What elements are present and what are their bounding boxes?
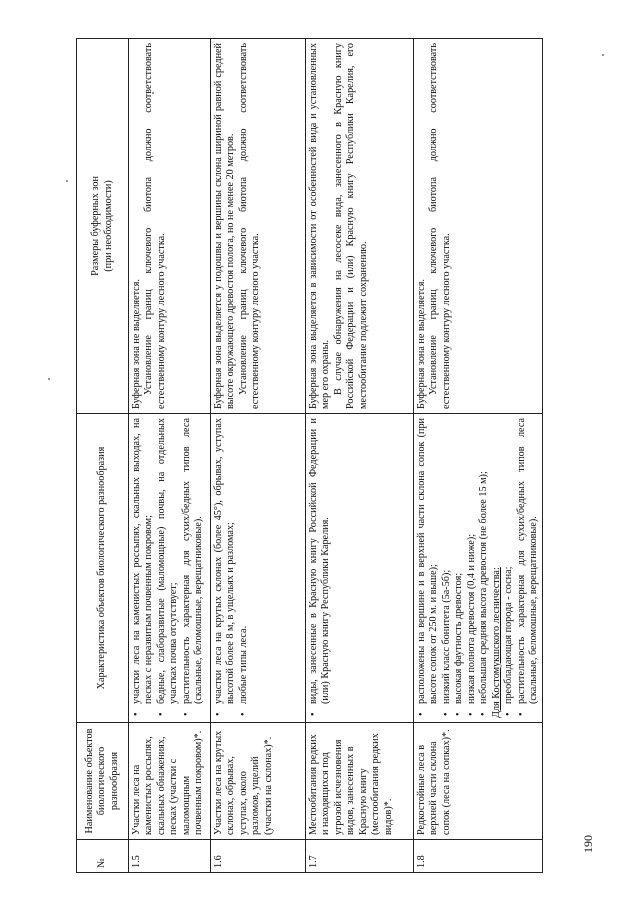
row-num: 1.5 [129, 840, 211, 873]
page-number: 190 [581, 835, 595, 853]
list-item: • преобладающая порода - сосна; [503, 418, 515, 706]
header-buffer-line1: Размеры буферных зон [90, 176, 102, 276]
list-item: • растительность характерная для сухих/бедных типов леса (скальные, беломошные, верещатниковые). [516, 418, 541, 706]
table-header-row [77, 39, 129, 873]
list-item: • участки леса на каменистых россыпях, скальных выходах, на песках с неразвитым почвенным покровом; [131, 418, 156, 706]
row-characteristics [306, 414, 414, 723]
list-item: • высокая фаутность древостоя; [453, 418, 465, 706]
list-item: • бедные, слаборазвитые (маломощные) почвы, на отдельных участках почва отсутствует; [156, 418, 181, 706]
row-buffer [414, 39, 543, 414]
table-row [306, 39, 414, 873]
row-buffer [129, 39, 211, 414]
buffer-text: Буферная зона не выделяется. [131, 279, 142, 409]
list-item: • виды, занесенные в Красную книгу Российской Федерации и (или) Красную книгу Республики Карелия. [308, 418, 333, 706]
header-characteristics: Характеристика объектов биологического разнообразия [77, 414, 129, 723]
list-item: • расположены на вершине и в верхней части склона сопок (при высоте сопок от 250 м. и выше); [416, 418, 441, 706]
row-buffer [211, 39, 306, 414]
header-buffer-zones [77, 39, 129, 414]
row-num: 1.6 [211, 840, 306, 873]
scan-speck [66, 180, 68, 182]
row-buffer [306, 39, 414, 414]
header-buffer-line2: (при необходимости) [102, 180, 114, 272]
buffer-text: Буферная зона не выделяется. [416, 279, 427, 409]
row-characteristics [129, 414, 211, 723]
list-item: • низкая полнота древостоя (0,4 и ниже); [466, 418, 478, 706]
list-item: • участки леса на крутых склонах (более 45°), обрывах, уступах высотой более 8 м, в ущельях и разломах; [213, 418, 238, 706]
list-item: • небольшая средняя высота древостоя (не более 15 м); [478, 418, 490, 706]
forestry-subheading: Для Костомукшского лесничества: [490, 567, 502, 718]
table-row [129, 39, 211, 873]
row-characteristics [211, 414, 306, 723]
row-num: 1.7 [306, 840, 414, 873]
row-num: 1.8 [414, 840, 543, 873]
header-num: № [77, 840, 129, 873]
rotated-page [76, 38, 541, 873]
row-name: Местообитания редких и находящихся под угрозой исчезновения видов, занесенных в Красную книгу (местообитания редких видов)*. [306, 723, 414, 840]
buffer-text: Установление границ ключевого биотопа должно соответствовать естественному контуру лесного участка. [237, 43, 262, 409]
row-name: Участки леса на каменистых россыпях, скальных обнажениях, песках (участки с маломощным почвенным покровом)*. [129, 723, 211, 840]
row-characteristics [414, 414, 543, 723]
buffer-text: Буферная зона выделяется в зависимости от особенностей вида и установленных мер его охраны. [308, 43, 332, 409]
list-item: • растительность характерная для сухих/бедных типов леса (скальные, беломошные, верещатниковые). [181, 418, 206, 706]
scan-speck [602, 54, 604, 56]
table-row [211, 39, 306, 873]
buffer-text: В случае обнаружения на лесосеке вида, занесенного в Красную книгу Российской Федерации и (или) Красную книгу Республики Карелия, его местообитание подлежит сохранению. [332, 43, 369, 409]
buffer-text: Буферная зона выделяется у подошвы и вершины склона шириной равной средней высоте окружающего древостоя полога, но не менее 20 метров. [213, 43, 237, 409]
table-row [414, 39, 543, 873]
buffer-text: Установление границ ключевого биотопа должно соответствовать естественному контуру лесного участка. [428, 43, 452, 409]
list-item: • низкий класс бонитета (5а-5б); [441, 418, 453, 706]
scan-speck [48, 378, 50, 380]
list-item: • любые типы леса. [238, 418, 250, 706]
row-name: Редкостойные леса в верхней части склона сопок (леса на сопках)*. [414, 723, 543, 840]
header-name: Наименование объектов биологического разнообразия [77, 723, 129, 840]
biodiversity-table [76, 38, 543, 873]
buffer-text: Установление границ ключевого биотопа должно соответствовать естественному контуру лесного участка. [143, 43, 167, 409]
row-name: Участки леса на крутых склонах, обрывах, уступах, около разломов, ущелий (участки на склонах)*. [211, 723, 306, 840]
